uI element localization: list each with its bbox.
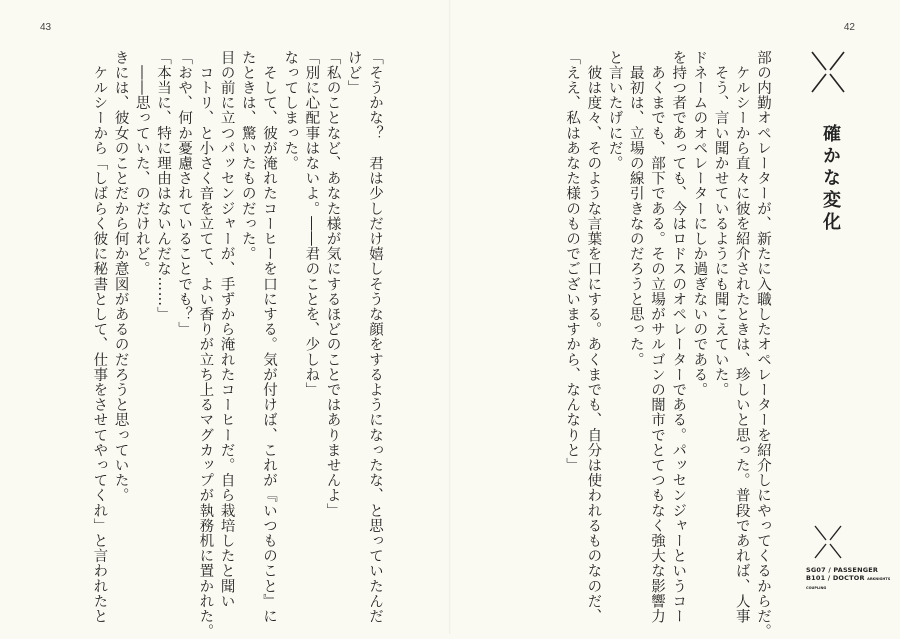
right-page-body xyxy=(561,50,773,639)
text-line: なってしまった。 xyxy=(282,50,299,171)
tagline-small: ARKNIGHTS COUPLING xyxy=(806,577,891,590)
chapter-title: 確かな変化 xyxy=(820,124,841,234)
text-line: ケルシーから「しばらく彼に秘書として、仕事をさせてやってくれ」と言われたと xyxy=(91,50,108,624)
text-line: きには、彼女のことだから何か意図があるのだろうと思っていた。 xyxy=(112,50,129,503)
text-line: 「そうかな？ 君は少しだけ嬉しそうな顔をするようになったな、と思っていたんだ xyxy=(367,50,383,624)
text-line: けど」 xyxy=(345,50,362,96)
text-line: 「私のことなど、あなた様が気にするほどのことではありませんよ」 xyxy=(324,50,341,519)
text-line: あくまでも、部下である。その立場がサルゴンの闇市でとてつもなく強大な影響力 xyxy=(648,50,665,624)
text-line: と言いたげにだ。 xyxy=(606,50,623,171)
text-line: 「ええ、私はあなた様のものでございますから、なんなりと」 xyxy=(564,50,581,473)
text-line: そして、彼が淹れたコーヒーを口にする。気が付けば、これが『いつものこと』に xyxy=(260,50,277,624)
text-line: 部の内勤オペレーターが、新たに入職したオペレーターを紹介しにやってくるからだ。 xyxy=(755,50,771,639)
text-line: 目の前に立つパッセンジャーが、手ずから淹れたコーヒーだ。自ら栽培したと聞い xyxy=(218,50,235,609)
tagline-line-2: B101 / DOCTOR ARKNIGHTS COUPLING xyxy=(806,574,891,590)
text-line: たときは、驚いたものだった。 xyxy=(239,50,256,262)
text-line: を持つ者であっても、今はロドスのオペレーターである。パッセンジャーというコー xyxy=(670,50,687,624)
emblem-cross-icon xyxy=(812,524,844,560)
tagline-line-1: SG07 / PASSENGER xyxy=(806,566,879,574)
text-line: 彼は度々、そのような言葉を口にする。あくまでも、自分は使われるものなのだ、 xyxy=(585,50,602,624)
text-line: ドネームのオペレーターにしか過ぎないのである。 xyxy=(691,50,708,398)
text-line: 「おや、何か憂慮されていることでも？」 xyxy=(176,50,193,337)
chapter-cross-icon xyxy=(808,50,848,94)
right-page-number: 42 xyxy=(843,22,855,33)
text-line: ケルシーから直々に彼を紹介されたときは、珍しいと思った。普段であれば、人事 xyxy=(733,50,750,624)
text-line: ――思っていた、のだけれど。 xyxy=(133,50,150,277)
page-gutter xyxy=(449,0,451,634)
text-line: そう、言い聞かせているようにも聞こえていた。 xyxy=(712,50,729,398)
text-line: 最初は、立場の線引きなのだろうと思った。 xyxy=(627,50,644,368)
text-line: 「別に心配事はないよ。――君のことを、少しね」 xyxy=(303,50,320,398)
left-page-number: 43 xyxy=(40,22,52,33)
left-page-body xyxy=(88,50,385,639)
series-tagline xyxy=(806,566,900,592)
text-line: 「本当に、特に理由はないんだな……」 xyxy=(154,50,171,322)
text-line: コトリ、と小さく音を立てて、よい香りが立ち上るマグカップが執務机に置かれた。 xyxy=(197,50,214,639)
